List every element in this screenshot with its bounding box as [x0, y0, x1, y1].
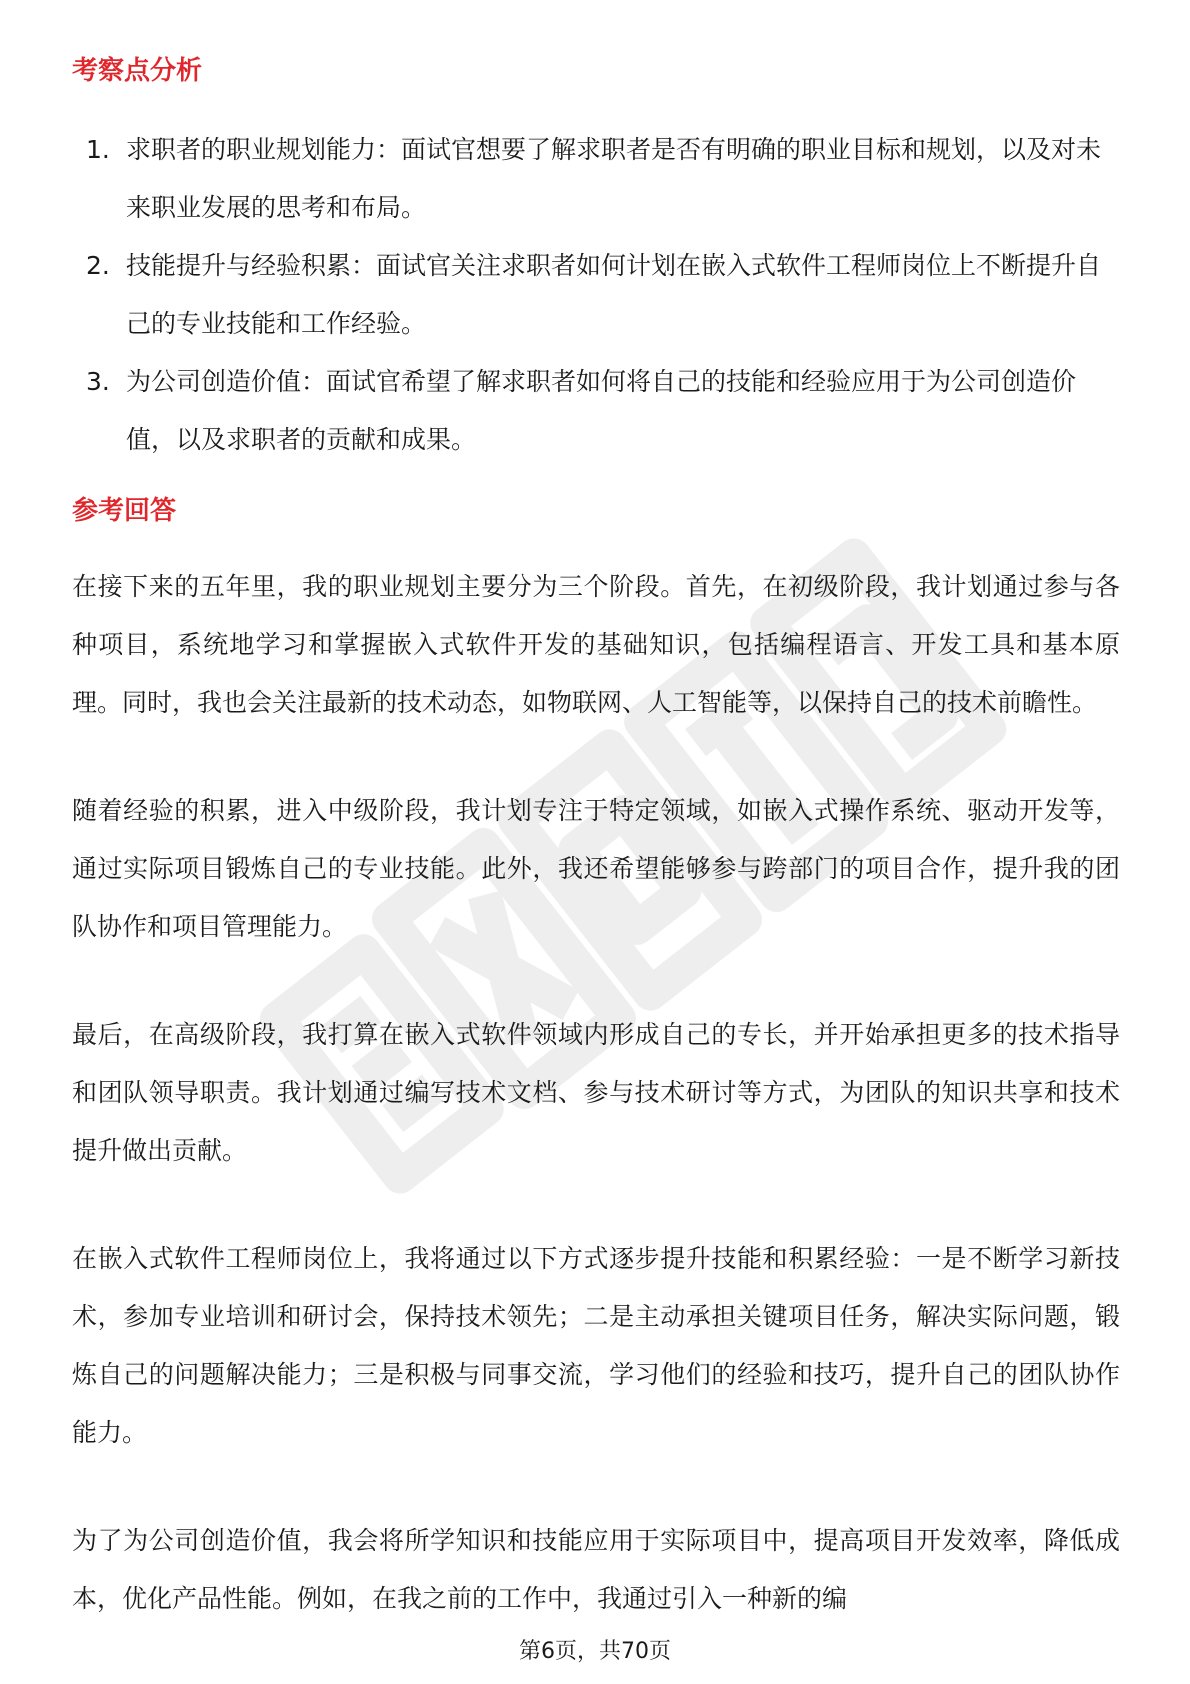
- list-item-text: 为公司创造价值：面试官希望了解求职者如何将自己的技能和经验应用于为公司创造价值，以及求职者的贡献和成果。: [126, 367, 1077, 454]
- list-item-text: 求职者的职业规划能力：面试官想要了解求职者是否有明确的职业目标和规划，以及对未来职业发展的思考和布局。: [126, 135, 1102, 222]
- answer-paragraph: 为了为公司创造价值，我会将所学知识和技能应用于实际项目中，提高项目开发效率，降低成本，优化产品性能。例如，在我之前的工作中，我通过引入一种新的编: [72, 1526, 1120, 1613]
- list-item: [72, 353, 1122, 469]
- section-title-analysis: 考察点分析: [72, 56, 203, 86]
- answer-paragraph: 在嵌入式软件工程师岗位上，我将通过以下方式逐步提升技能和积累经验：一是不断学习新技术，参加专业培训和研讨会，保持技术领先；二是主动承担关键项目任务，解决实际问题，锻炼自己的问题解决能力；三是积极与同事交流，学习他们的经验和技巧，提升自己的团队协作能力。: [72, 1244, 1120, 1447]
- answer-paragraph: 随着经验的积累，进入中级阶段，我计划专注于特定领域，如嵌入式操作系统、驱动开发等，通过实际项目锻炼自己的专业技能。此外，我还希望能够参与跨部门的项目合作，提升我的团队协作和项目管理能力。: [72, 796, 1120, 941]
- answer-paragraph: 最后，在高级阶段，我打算在嵌入式软件领域内形成自己的专长，并开始承担更多的技术指导和团队领导职责。我计划通过编写技术文档、参与技术研讨等方式，为团队的知识共享和技术提升做出贡献。: [72, 1020, 1120, 1165]
- list-item-number: 1.: [86, 135, 110, 164]
- list-item-number: 2.: [86, 251, 110, 280]
- answer-body: [72, 558, 1120, 1678]
- list-item: [72, 237, 1122, 353]
- list-item-text: 技能提升与经验积累：面试官关注求职者如何计划在嵌入式软件工程师岗位上不断提升自己的专业技能和工作经验。: [126, 251, 1102, 338]
- analysis-list: [72, 121, 1122, 469]
- list-item: [72, 121, 1122, 237]
- page-number: 第6页，共70页: [519, 1639, 671, 1664]
- list-item-number: 3.: [86, 367, 110, 396]
- answer-paragraph: 在接下来的五年里，我的职业规划主要分为三个阶段。首先，在初级阶段，我计划通过参与各种项目，系统地学习和掌握嵌入式软件开发的基础知识，包括编程语言、开发工具和基本原理。同时，我也会关注最新的技术动态，如物联网、人工智能等，以保持自己的技术前瞻性。: [72, 572, 1120, 717]
- section-title-answer: 参考回答: [72, 496, 177, 526]
